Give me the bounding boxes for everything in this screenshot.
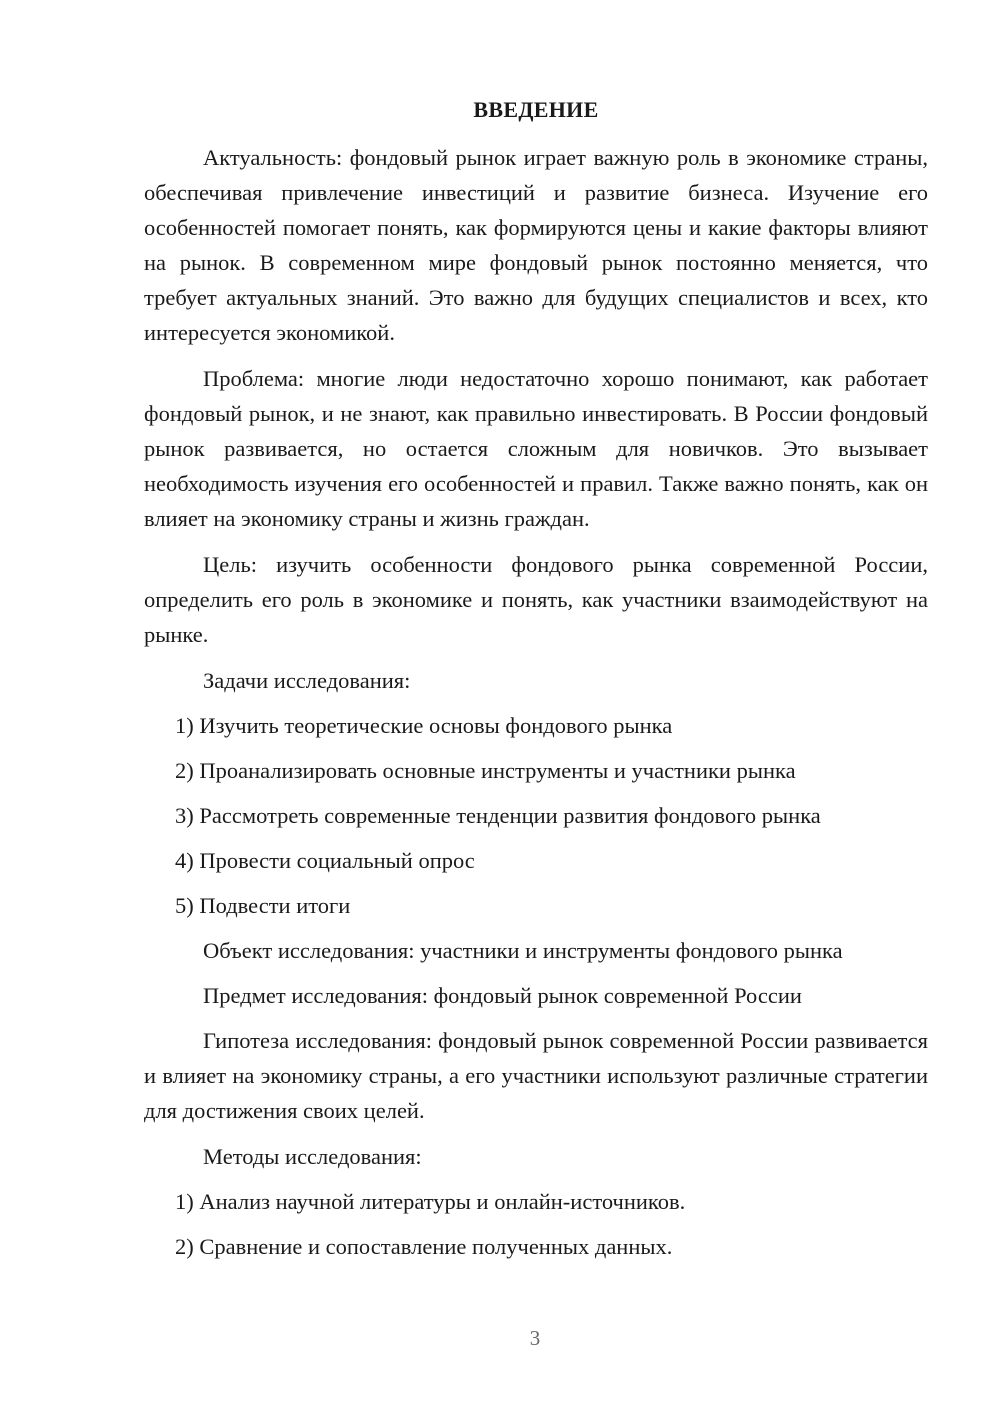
- methods-heading: Методы исследования:: [203, 1144, 422, 1169]
- research-subject: Предмет исследования: фондовый рынок современной России: [203, 983, 802, 1008]
- problem-paragraph: Проблема: многие люди недостаточно хорошо понимают, как работает фондовый рынок, и не знают, как правильно инвестировать. В России фондовый рынок развивается, но остается сложным для новичков. Это вызывает необходимость изучения его особенностей и правил. Также важно понять, как он влияет на экономику страны и жизнь граждан.: [144, 366, 928, 531]
- method-item: 2) Сравнение и сопоставление полученных данных.: [175, 1234, 673, 1259]
- task-item: 2) Проанализировать основные инструменты и участники рынка: [175, 758, 796, 783]
- tasks-heading: Задачи исследования:: [203, 668, 411, 693]
- relevance-paragraph: Актуальность: фондовый рынок играет важную роль в экономике страны, обеспечивая привлечение инвестиций и развитие бизнеса. Изучение его особенностей помогает понять, как формируются цены и какие факторы влияют на рынок. В современном мире фондовый рынок постоянно меняется, что требует актуальных знаний. Это важно для будущих специалистов и всех, кто интересуется экономикой.: [144, 145, 928, 345]
- document-page: [144, 94, 928, 1274]
- task-item: 1) Изучить теоретические основы фондового рынка: [175, 713, 673, 738]
- task-item: 3) Рассмотреть современные тенденции развития фондового рынка: [175, 803, 821, 828]
- task-item: 4) Провести социальный опрос: [175, 848, 475, 873]
- hypothesis-paragraph: Гипотеза исследования: фондовый рынок современной России развивается и влияет на экономику страны, а его участники используют различные стратегии для достижения своих целей.: [144, 1028, 928, 1123]
- goal-paragraph: Цель: изучить особенности фондового рынка современной России, определить его роль в экономике и понять, как участники взаимодействуют на рынке.: [144, 552, 928, 647]
- research-object: Объект исследования: участники и инструменты фондового рынка: [203, 938, 843, 963]
- page-number: 3: [529, 1326, 541, 1350]
- method-item: 1) Анализ научной литературы и онлайн-источников.: [175, 1189, 686, 1214]
- task-item: 5) Подвести итоги: [175, 893, 351, 918]
- section-title: ВВЕДЕНИЕ: [473, 97, 599, 122]
